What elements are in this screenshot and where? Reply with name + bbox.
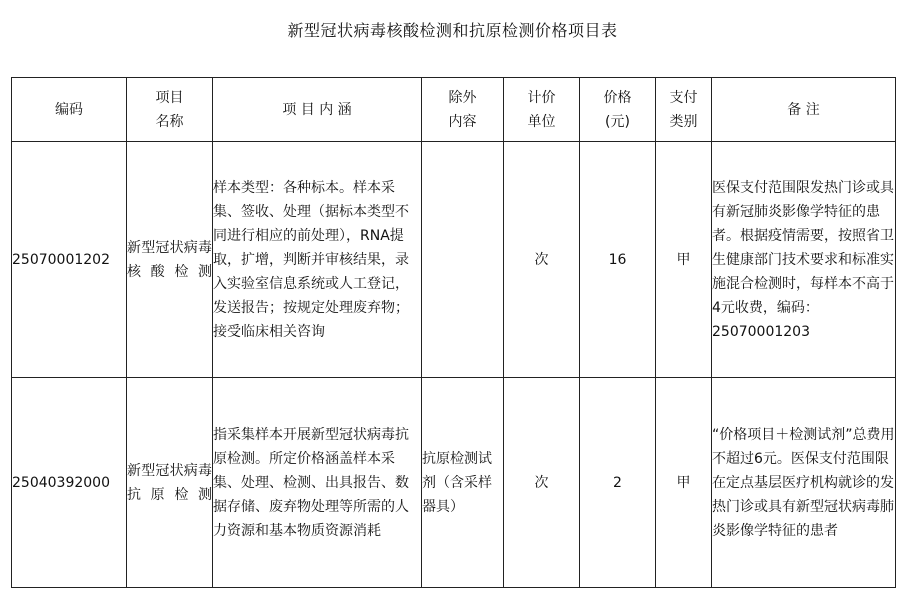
table-row — [12, 378, 896, 588]
row-payment: 甲 — [656, 378, 712, 588]
price-table — [11, 77, 896, 588]
header-payment-line2: 类别 — [669, 113, 698, 130]
header-unit-line1: 计价 — [527, 89, 556, 106]
header-item-name-line1: 项目 — [155, 89, 184, 106]
header-note: 备 注 — [712, 78, 896, 142]
row-note: 医保支付范围限发热门诊或具有新冠肺炎影像学特征的患者。根据疫情需要，按照省卫生健康部门技术要求和标准实施混合检测时，每样本不高于4元收费，编码：25070001203 — [712, 142, 896, 378]
row-code: 25070001202 — [12, 142, 127, 378]
header-unit-line2: 单位 — [527, 113, 556, 130]
header-payment-line1: 支付 — [669, 89, 698, 106]
header-price — [580, 78, 656, 142]
row-name: 新型冠状病毒核酸检测 — [127, 142, 213, 378]
header-excluded — [422, 78, 504, 142]
header-item-name-line2: 名称 — [155, 113, 184, 130]
row-price: 2 — [580, 378, 656, 588]
row-note: “价格项目＋检测试剂”总费用不超过6元。医保支付范围限在定点基层医疗机构就诊的发热门诊或具有新型冠状病毒肺炎影像学特征的患者 — [712, 378, 896, 588]
row-price: 16 — [580, 142, 656, 378]
header-item-name — [127, 78, 213, 142]
row-excluded — [422, 142, 504, 378]
header-payment — [656, 78, 712, 142]
row-content: 样本类型：各种标本。样本采集、签收、处理（据标本类型不同进行相应的前处理），RNA提取，扩增，判断并审核结果，录入实验室信息系统或人工登记，发送报告；按规定处理废弃物；接受临床相关咨询 — [213, 142, 422, 378]
row-code: 25040392000 — [12, 378, 127, 588]
row-content: 指采集样本开展新型冠状病毒抗原检测。所定价格涵盖样本采集、处理、检测、出具报告、数据存储、废弃物处理等所需的人力资源和基本物质资源消耗 — [213, 378, 422, 588]
header-excluded-line1: 除外 — [448, 89, 477, 106]
table-row — [12, 142, 896, 378]
header-excluded-line2: 内容 — [448, 113, 477, 130]
page-title: 新型冠状病毒核酸检测和抗原检测价格项目表 — [287, 21, 618, 40]
row-unit: 次 — [504, 378, 580, 588]
row-payment: 甲 — [656, 142, 712, 378]
row-unit: 次 — [504, 142, 580, 378]
header-price-line2: (元) — [605, 113, 630, 130]
header-price-line1: 价格 — [603, 89, 632, 106]
header-content: 项 目 内 涵 — [213, 78, 422, 142]
row-name: 新型冠状病毒抗原检测 — [127, 378, 213, 588]
row-excluded: 抗原检测试剂（含采样器具） — [422, 378, 504, 588]
header-unit — [504, 78, 580, 142]
header-row — [12, 78, 896, 142]
header-code: 编码 — [12, 78, 127, 142]
